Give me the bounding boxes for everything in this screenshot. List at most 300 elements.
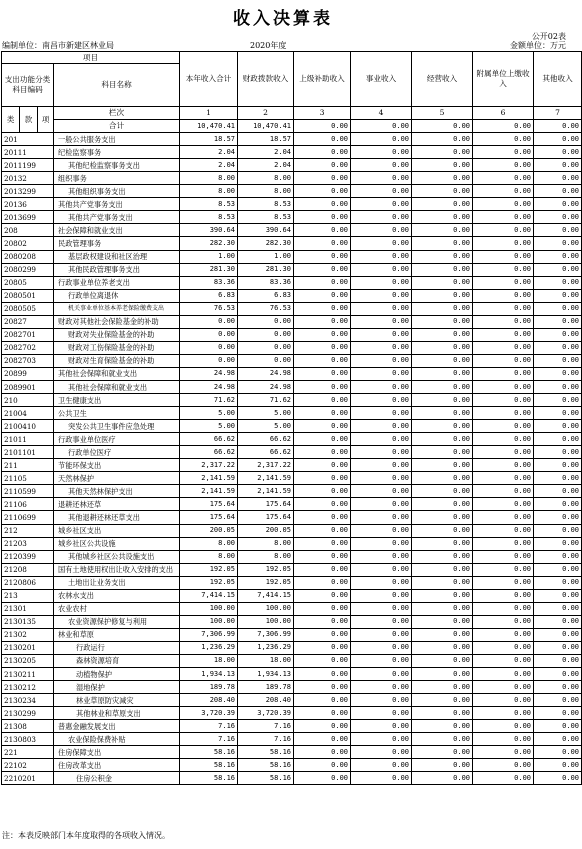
subject-code: 21004 bbox=[2, 407, 54, 420]
amount-cell: 0.00 bbox=[534, 694, 582, 707]
amount-cell: 0.00 bbox=[473, 367, 534, 380]
amount-cell: 8.53 bbox=[180, 211, 238, 224]
amount-cell: 0.00 bbox=[294, 224, 351, 237]
amount-cell: 100.00 bbox=[180, 615, 238, 628]
amount-cell: 0.00 bbox=[534, 198, 582, 211]
amount-cell: 0.00 bbox=[412, 759, 473, 772]
subject-code: 20136 bbox=[2, 198, 54, 211]
header-item: 项目 bbox=[2, 52, 180, 64]
amount-cell: 0.00 bbox=[351, 668, 412, 681]
table-row bbox=[2, 263, 582, 276]
subject-name: 农业农村 bbox=[54, 602, 180, 615]
amount-cell: 18.00 bbox=[238, 654, 294, 667]
amount-cell: 0.00 bbox=[412, 237, 473, 250]
header-class-code: 支出功能分类科目编码 bbox=[2, 64, 54, 107]
amount-cell: 0.00 bbox=[294, 668, 351, 681]
amount-cell: 0.00 bbox=[351, 550, 412, 563]
amount-cell: 0.00 bbox=[351, 641, 412, 654]
amount-cell: 0.00 bbox=[294, 211, 351, 224]
amount-cell: 0.00 bbox=[412, 563, 473, 576]
amount-cell: 0.00 bbox=[351, 198, 412, 211]
amount-cell: 0.00 bbox=[351, 146, 412, 159]
amount-cell: 5.00 bbox=[180, 420, 238, 433]
subject-code: 212 bbox=[2, 524, 54, 537]
header-row-no: 栏次 bbox=[54, 107, 180, 120]
subject-name: 其他林业和草原支出 bbox=[54, 707, 180, 720]
amount-cell: 0.00 bbox=[294, 433, 351, 446]
amount-cell: 0.00 bbox=[473, 576, 534, 589]
amount-cell: 6.83 bbox=[180, 289, 238, 302]
amount-cell: 0.00 bbox=[534, 772, 582, 785]
amount-cell: 2,141.59 bbox=[180, 485, 238, 498]
subject-name: 行政事业单位医疗 bbox=[54, 433, 180, 446]
footnote: 注：本表反映部门本年度取得的各项收入情况。 bbox=[2, 831, 170, 840]
amount-cell: 0.00 bbox=[473, 681, 534, 694]
amount-cell: 0.00 bbox=[473, 733, 534, 746]
subject-code: 21308 bbox=[2, 720, 54, 733]
subject-code: 20805 bbox=[2, 276, 54, 289]
amount-cell: 0.00 bbox=[351, 354, 412, 367]
amount-cell: 0.00 bbox=[412, 511, 473, 524]
amount-cell: 2,317.22 bbox=[180, 459, 238, 472]
amount-cell: 71.62 bbox=[180, 394, 238, 407]
table-row bbox=[2, 772, 582, 785]
amount-cell: 0.00 bbox=[534, 159, 582, 172]
amount-cell: 0.00 bbox=[534, 707, 582, 720]
amount-cell: 0.00 bbox=[351, 772, 412, 785]
amount-cell: 71.62 bbox=[238, 394, 294, 407]
amount-cell: 0.00 bbox=[412, 694, 473, 707]
amount-cell: 8.00 bbox=[180, 172, 238, 185]
table-row bbox=[2, 511, 582, 524]
amount-cell: 0.00 bbox=[351, 328, 412, 341]
amount-cell: 0.00 bbox=[534, 485, 582, 498]
amount-cell: 0.00 bbox=[351, 459, 412, 472]
amount-cell: 0.00 bbox=[534, 459, 582, 472]
table-row bbox=[2, 589, 582, 602]
amount-cell: 0.00 bbox=[534, 237, 582, 250]
subject-name: 退耕还林还草 bbox=[54, 498, 180, 511]
amount-cell: 0.00 bbox=[412, 668, 473, 681]
amount-cell: 0.00 bbox=[412, 185, 473, 198]
amount-cell: 0.00 bbox=[534, 550, 582, 563]
col-number: 5 bbox=[412, 107, 473, 120]
amount-cell: 0.00 bbox=[351, 707, 412, 720]
subject-code: 2130211 bbox=[2, 668, 54, 681]
meta-line bbox=[2, 40, 566, 51]
amount-cell: 189.78 bbox=[238, 681, 294, 694]
subject-name: 森林资源培育 bbox=[54, 654, 180, 667]
amount-cell: 0.00 bbox=[412, 198, 473, 211]
subject-code: 22102 bbox=[2, 759, 54, 772]
subject-code: 201 bbox=[2, 133, 54, 146]
subject-name: 城乡社区支出 bbox=[54, 524, 180, 537]
amount-cell: 0.00 bbox=[473, 641, 534, 654]
amount-cell: 0.00 bbox=[294, 394, 351, 407]
table-row bbox=[2, 211, 582, 224]
amount-cell: 0.00 bbox=[534, 472, 582, 485]
subject-code: 2082701 bbox=[2, 328, 54, 341]
amount-cell: 175.64 bbox=[238, 511, 294, 524]
amount-cell: 0.00 bbox=[473, 172, 534, 185]
table-row bbox=[2, 237, 582, 250]
amount-cell: 0.00 bbox=[294, 524, 351, 537]
amount-cell: 0.00 bbox=[473, 602, 534, 615]
subject-name: 财政对失业保险基金的补助 bbox=[54, 328, 180, 341]
amount-cell: 0.00 bbox=[412, 250, 473, 263]
amount-cell: 0.00 bbox=[351, 185, 412, 198]
income-table bbox=[1, 51, 582, 785]
amount-cell: 0.00 bbox=[534, 146, 582, 159]
amount-cell: 2.04 bbox=[238, 146, 294, 159]
amount-cell: 0.00 bbox=[412, 602, 473, 615]
amount-cell: 192.05 bbox=[238, 576, 294, 589]
amount-cell: 0.00 bbox=[473, 211, 534, 224]
table-row bbox=[2, 524, 582, 537]
amount-cell: 175.64 bbox=[180, 498, 238, 511]
amount-cell: 0.00 bbox=[473, 668, 534, 681]
amount-cell: 0.00 bbox=[534, 602, 582, 615]
amount-cell: 0.00 bbox=[294, 550, 351, 563]
amount-cell: 0.00 bbox=[534, 668, 582, 681]
amount-cell: 24.98 bbox=[180, 367, 238, 380]
amount-cell: 18.00 bbox=[180, 654, 238, 667]
amount-cell: 0.00 bbox=[351, 263, 412, 276]
amount-cell: 0.00 bbox=[473, 720, 534, 733]
amount-cell: 0.00 bbox=[412, 289, 473, 302]
amount-cell: 175.64 bbox=[238, 498, 294, 511]
amount-cell: 0.00 bbox=[294, 237, 351, 250]
amount-cell: 0.00 bbox=[534, 628, 582, 641]
total-value: 10,470.41 bbox=[180, 120, 238, 133]
subject-name: 土地出让业务支出 bbox=[54, 576, 180, 589]
amount-cell: 7.16 bbox=[180, 720, 238, 733]
amount-cell: 0.00 bbox=[534, 498, 582, 511]
table-row bbox=[2, 537, 582, 550]
amount-cell: 0.00 bbox=[294, 328, 351, 341]
amount-cell: 8.00 bbox=[180, 550, 238, 563]
header-kuan: 款 bbox=[20, 107, 38, 133]
amount-cell: 66.62 bbox=[180, 446, 238, 459]
amount-cell: 0.00 bbox=[180, 354, 238, 367]
amount-cell: 0.00 bbox=[351, 694, 412, 707]
amount-cell: 1,934.13 bbox=[180, 668, 238, 681]
amount-cell: 0.00 bbox=[473, 328, 534, 341]
amount-cell: 0.00 bbox=[294, 759, 351, 772]
amount-cell: 0.00 bbox=[473, 550, 534, 563]
amount-cell: 0.00 bbox=[534, 407, 582, 420]
amount-cell: 2.04 bbox=[238, 159, 294, 172]
amount-cell: 0.00 bbox=[534, 263, 582, 276]
col-number: 6 bbox=[473, 107, 534, 120]
amount-cell: 0.00 bbox=[412, 746, 473, 759]
amount-cell: 0.00 bbox=[351, 628, 412, 641]
amount-cell: 0.00 bbox=[351, 224, 412, 237]
subject-code: 2100410 bbox=[2, 420, 54, 433]
subject-name: 其他组织事务支出 bbox=[54, 185, 180, 198]
amount-cell: 0.00 bbox=[351, 289, 412, 302]
amount-cell: 0.00 bbox=[473, 746, 534, 759]
amount-cell: 0.00 bbox=[534, 224, 582, 237]
subject-name: 湿地保护 bbox=[54, 681, 180, 694]
subject-name: 林业草原防灾减灾 bbox=[54, 694, 180, 707]
amount-cell: 24.98 bbox=[180, 380, 238, 393]
amount-cell: 0.00 bbox=[294, 654, 351, 667]
amount-cell: 0.00 bbox=[473, 654, 534, 667]
table-row bbox=[2, 641, 582, 654]
amount-cell: 0.00 bbox=[294, 133, 351, 146]
total-value: 0.00 bbox=[351, 120, 412, 133]
subject-code: 2130803 bbox=[2, 733, 54, 746]
amount-cell: 0.00 bbox=[351, 681, 412, 694]
amount-cell: 2,141.59 bbox=[238, 485, 294, 498]
amount-cell: 58.16 bbox=[180, 746, 238, 759]
amount-cell: 0.00 bbox=[294, 602, 351, 615]
amount-cell: 0.00 bbox=[412, 159, 473, 172]
table-row bbox=[2, 485, 582, 498]
amount-cell: 8.00 bbox=[238, 550, 294, 563]
subject-name: 其他社会保障和就业支出 bbox=[54, 367, 180, 380]
table-row bbox=[2, 433, 582, 446]
col-number: 3 bbox=[294, 107, 351, 120]
form-number: 公开02表 bbox=[531, 32, 566, 41]
amount-cell: 0.00 bbox=[351, 576, 412, 589]
amount-cell: 0.00 bbox=[294, 589, 351, 602]
amount-cell: 0.00 bbox=[238, 341, 294, 354]
subject-name: 住房保障支出 bbox=[54, 746, 180, 759]
table-row bbox=[2, 133, 582, 146]
amount-cell: 0.00 bbox=[534, 185, 582, 198]
table-row bbox=[2, 289, 582, 302]
col-header: 附属单位上缴收入 bbox=[473, 52, 534, 107]
amount-cell: 0.00 bbox=[412, 537, 473, 550]
amount-cell: 0.00 bbox=[294, 694, 351, 707]
table-row bbox=[2, 367, 582, 380]
total-value: 0.00 bbox=[473, 120, 534, 133]
subject-code: 2080299 bbox=[2, 263, 54, 276]
amount-cell: 0.00 bbox=[534, 654, 582, 667]
header-xiang: 项 bbox=[38, 107, 54, 133]
amount-cell: 282.30 bbox=[180, 237, 238, 250]
subject-name: 林业和草原 bbox=[54, 628, 180, 641]
total-value: 0.00 bbox=[412, 120, 473, 133]
table-row bbox=[2, 198, 582, 211]
amount-cell: 189.78 bbox=[180, 681, 238, 694]
amount-cell: 0.00 bbox=[351, 602, 412, 615]
total-value: 0.00 bbox=[534, 120, 582, 133]
amount-cell: 0.00 bbox=[294, 746, 351, 759]
amount-cell: 0.00 bbox=[412, 394, 473, 407]
amount-cell: 0.00 bbox=[294, 172, 351, 185]
amount-cell: 0.00 bbox=[351, 341, 412, 354]
subject-name: 其他社会保障和就业支出 bbox=[54, 380, 180, 393]
amount-cell: 0.00 bbox=[412, 524, 473, 537]
amount-cell: 0.00 bbox=[534, 289, 582, 302]
amount-cell: 0.00 bbox=[534, 759, 582, 772]
amount-cell: 0.00 bbox=[534, 328, 582, 341]
amount-cell: 0.00 bbox=[412, 146, 473, 159]
amount-cell: 0.00 bbox=[412, 615, 473, 628]
amount-cell: 7,306.99 bbox=[238, 628, 294, 641]
amount-cell: 0.00 bbox=[412, 263, 473, 276]
amount-cell: 0.00 bbox=[473, 615, 534, 628]
subject-name: 城乡社区公共设施 bbox=[54, 537, 180, 550]
amount-cell: 0.00 bbox=[294, 146, 351, 159]
table-row bbox=[2, 341, 582, 354]
subject-code: 2080208 bbox=[2, 250, 54, 263]
subject-name: 财政对工伤保险基金的补助 bbox=[54, 341, 180, 354]
amount-cell: 0.00 bbox=[351, 133, 412, 146]
amount-cell: 208.40 bbox=[238, 694, 294, 707]
col-number: 1 bbox=[180, 107, 238, 120]
subject-name: 财政对生育保险基金的补助 bbox=[54, 354, 180, 367]
subject-code: 20111 bbox=[2, 146, 54, 159]
subject-code: 211 bbox=[2, 459, 54, 472]
amount-cell: 0.00 bbox=[412, 328, 473, 341]
table-row bbox=[2, 550, 582, 563]
amount-cell: 0.00 bbox=[412, 485, 473, 498]
subject-name: 节能环保支出 bbox=[54, 459, 180, 472]
amount-cell: 0.00 bbox=[412, 407, 473, 420]
amount-cell: 0.00 bbox=[294, 250, 351, 263]
table-row bbox=[2, 276, 582, 289]
amount-cell: 0.00 bbox=[412, 720, 473, 733]
amount-cell: 0.00 bbox=[351, 237, 412, 250]
amount-cell: 58.16 bbox=[238, 746, 294, 759]
subject-code: 21208 bbox=[2, 563, 54, 576]
amount-cell: 8.00 bbox=[180, 537, 238, 550]
subject-code: 20827 bbox=[2, 315, 54, 328]
amount-cell: 0.00 bbox=[412, 302, 473, 315]
amount-cell: 0.00 bbox=[473, 185, 534, 198]
amount-cell: 0.00 bbox=[412, 772, 473, 785]
table-row bbox=[2, 694, 582, 707]
subject-code: 2013299 bbox=[2, 185, 54, 198]
amount-cell: 0.00 bbox=[294, 315, 351, 328]
header-subject-name: 科目名称 bbox=[54, 64, 180, 107]
amount-cell: 18.57 bbox=[238, 133, 294, 146]
subject-code: 2080501 bbox=[2, 289, 54, 302]
amount-cell: 0.00 bbox=[351, 511, 412, 524]
amount-cell: 0.00 bbox=[294, 446, 351, 459]
amount-cell: 208.40 bbox=[180, 694, 238, 707]
col-header: 其他收入 bbox=[534, 52, 582, 107]
amount-cell: 0.00 bbox=[412, 707, 473, 720]
amount-cell: 8.00 bbox=[238, 185, 294, 198]
amount-cell: 24.98 bbox=[238, 380, 294, 393]
amount-cell: 0.00 bbox=[534, 589, 582, 602]
amount-cell: 0.00 bbox=[238, 328, 294, 341]
amount-cell: 0.00 bbox=[473, 159, 534, 172]
amount-cell: 0.00 bbox=[412, 681, 473, 694]
amount-cell: 7,414.15 bbox=[238, 589, 294, 602]
amount-cell: 0.00 bbox=[534, 563, 582, 576]
table-row bbox=[2, 733, 582, 746]
table-row bbox=[2, 576, 582, 589]
subject-name: 其他民政管理事务支出 bbox=[54, 263, 180, 276]
amount-cell: 0.00 bbox=[351, 433, 412, 446]
amount-cell: 0.00 bbox=[351, 759, 412, 772]
col-number: 4 bbox=[351, 107, 412, 120]
amount-cell: 0.00 bbox=[412, 420, 473, 433]
amount-cell: 0.00 bbox=[294, 263, 351, 276]
fiscal-year: 2020年度 bbox=[250, 41, 287, 50]
subject-name: 普惠金融发展支出 bbox=[54, 720, 180, 733]
amount-cell: 175.64 bbox=[180, 511, 238, 524]
amount-cell: 0.00 bbox=[473, 341, 534, 354]
subject-name: 行政单位医疗 bbox=[54, 446, 180, 459]
amount-cell: 7.16 bbox=[238, 720, 294, 733]
amount-cell: 0.00 bbox=[534, 380, 582, 393]
table-row bbox=[2, 172, 582, 185]
amount-cell: 0.00 bbox=[294, 302, 351, 315]
amount-cell: 281.30 bbox=[180, 263, 238, 276]
amount-cell: 0.00 bbox=[294, 407, 351, 420]
amount-cell: 282.30 bbox=[238, 237, 294, 250]
amount-cell: 0.00 bbox=[473, 694, 534, 707]
amount-cell: 390.64 bbox=[180, 224, 238, 237]
subject-code: 2011199 bbox=[2, 159, 54, 172]
subject-name: 突发公共卫生事件应急处理 bbox=[54, 420, 180, 433]
table-row bbox=[2, 628, 582, 641]
amount-cell: 0.00 bbox=[534, 681, 582, 694]
amount-cell: 83.36 bbox=[180, 276, 238, 289]
amount-cell: 0.00 bbox=[351, 250, 412, 263]
table-row bbox=[2, 563, 582, 576]
amount-cell: 100.00 bbox=[238, 615, 294, 628]
amount-cell: 3,720.39 bbox=[238, 707, 294, 720]
amount-cell: 24.98 bbox=[238, 367, 294, 380]
subject-code: 2101101 bbox=[2, 446, 54, 459]
amount-cell: 7.16 bbox=[238, 733, 294, 746]
amount-cell: 0.00 bbox=[412, 354, 473, 367]
amount-cell: 2,317.22 bbox=[238, 459, 294, 472]
reporting-unit: 编制单位：南昌市新建区林业局 bbox=[2, 41, 114, 50]
subject-code: 2080505 bbox=[2, 302, 54, 315]
col-header: 本年收入合计 bbox=[180, 52, 238, 107]
subject-code: 20132 bbox=[2, 172, 54, 185]
amount-cell: 0.00 bbox=[473, 289, 534, 302]
amount-cell: 0.00 bbox=[351, 537, 412, 550]
subject-code: 20802 bbox=[2, 237, 54, 250]
amount-cell: 0.00 bbox=[180, 328, 238, 341]
subject-name: 动植物保护 bbox=[54, 668, 180, 681]
amount-cell: 0.00 bbox=[473, 394, 534, 407]
amount-cell: 0.00 bbox=[294, 159, 351, 172]
table-row bbox=[2, 159, 582, 172]
subject-name: 住房公积金 bbox=[54, 772, 180, 785]
subject-name: 卫生健康支出 bbox=[54, 394, 180, 407]
subject-name: 行政运行 bbox=[54, 641, 180, 654]
col-number: 2 bbox=[238, 107, 294, 120]
amount-cell: 0.00 bbox=[412, 589, 473, 602]
table-row bbox=[2, 185, 582, 198]
amount-cell: 0.00 bbox=[351, 733, 412, 746]
table-row bbox=[2, 602, 582, 615]
subject-code: 2210201 bbox=[2, 772, 54, 785]
amount-cell: 0.00 bbox=[534, 276, 582, 289]
col-header: 上级补助收入 bbox=[294, 52, 351, 107]
amount-cell: 0.00 bbox=[294, 198, 351, 211]
subject-code: 2089901 bbox=[2, 380, 54, 393]
amount-cell: 0.00 bbox=[412, 641, 473, 654]
amount-cell: 1,934.13 bbox=[238, 668, 294, 681]
subject-code: 21203 bbox=[2, 537, 54, 550]
subject-code: 213 bbox=[2, 589, 54, 602]
amount-cell: 0.00 bbox=[294, 707, 351, 720]
subject-code: 21105 bbox=[2, 472, 54, 485]
amount-cell: 0.00 bbox=[412, 276, 473, 289]
